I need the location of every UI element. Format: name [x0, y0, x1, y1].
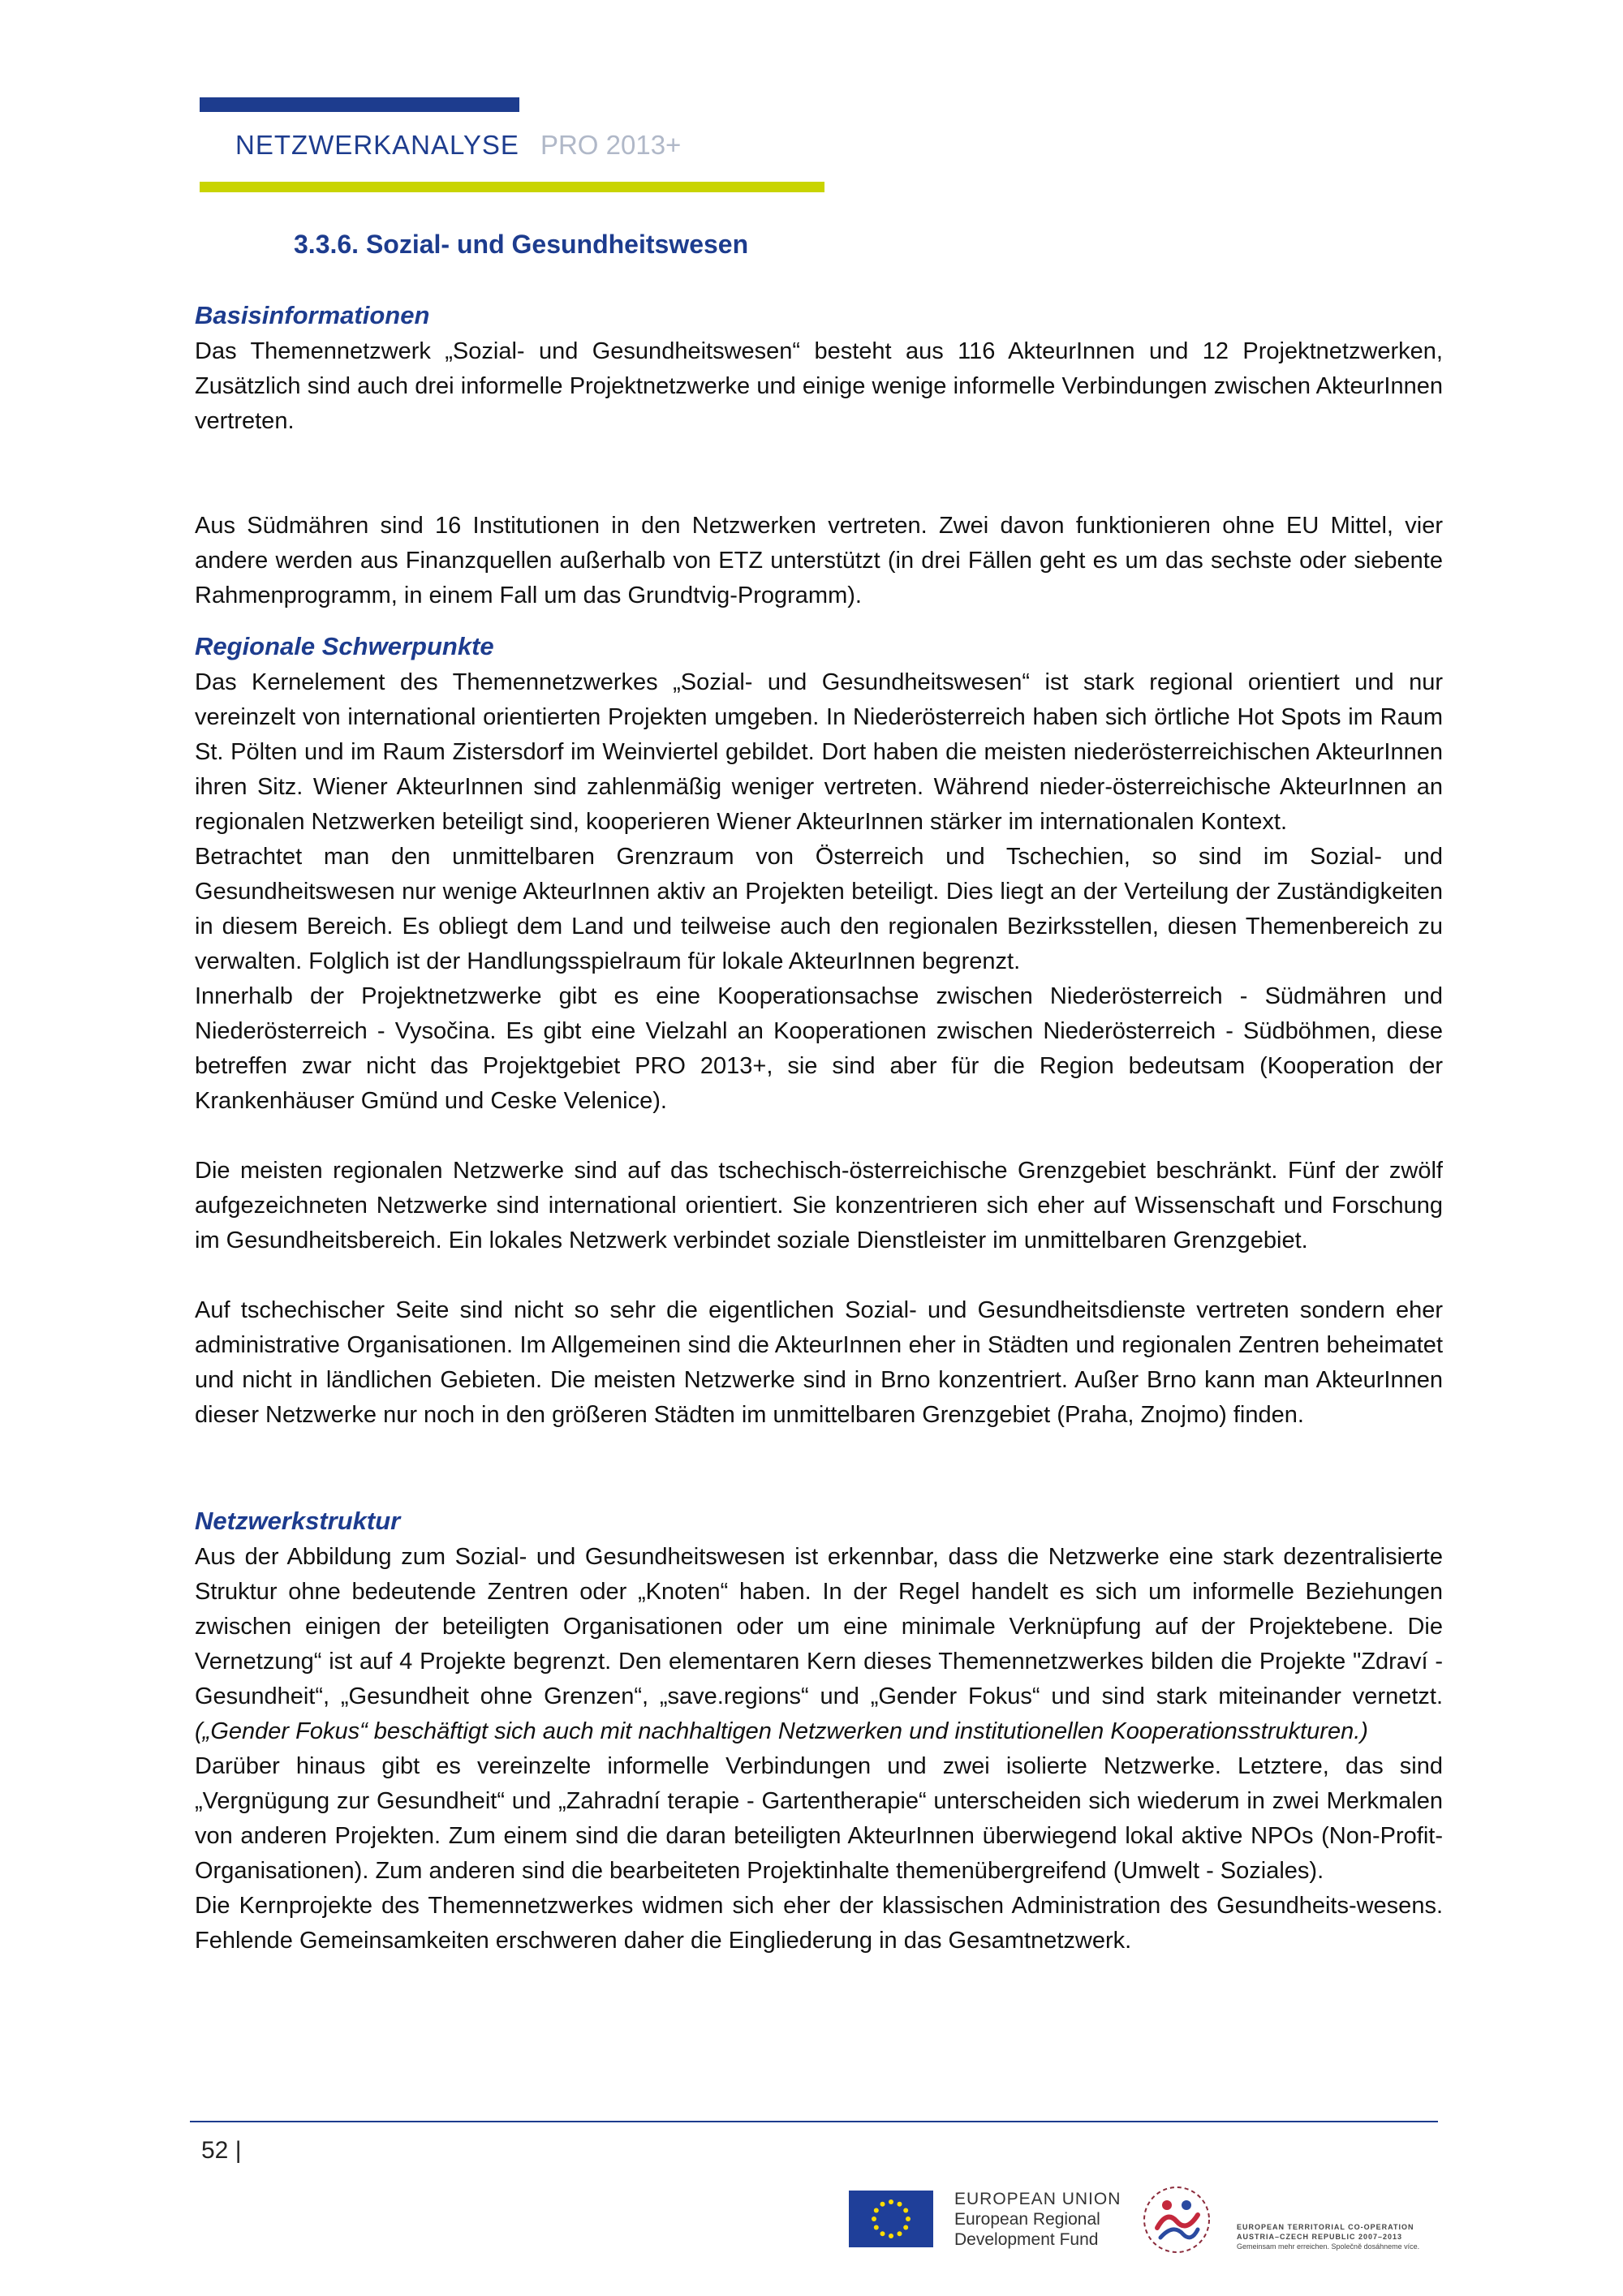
paragraph: Aus Südmähren sind 16 Institutionen in den Netzwerken vertreten. Zwei davon funktionieren ohne EU Mittel, vier andere werden aus Finanzquellen außerhalb von ETZ unterstützt (in drei Fällen geht es um das sechste oder siebente Rahmenprogramm, in einem Fall um das Grundtvig-Programm). [195, 513, 1443, 608]
subheading-basisinformationen: Basisinformationen [195, 301, 430, 329]
paragraph: Betrachtet man den unmittelbaren Grenzraum von Österreich und Tschechien, so sind im Sozial- und Gesundheitswesen nur wenige AkteurInnen aktiv an Projekten beteiligt. Dies liegt an der Verteilung der Zuständigkeiten in diesem Bereich. Es obliegt dem Land und teilweise auch den regionalen Bezirksstellen, diesen Themenbereich zu verwalten. Folglich ist der Handlungsspielraum für lokale AkteurInnen begrenzt. [195, 844, 1443, 974]
header-title-main: NETZWERKANALYSE [235, 130, 519, 160]
eu-logo-text [954, 2189, 1121, 2250]
eu-text-line: EUROPEAN UNION [954, 2190, 1121, 2208]
paragraph: Auf tschechischer Seite sind nicht so sehr die eigentlichen Sozial- und Gesundheitsdienste vertreten sondern eher administrative Organisationen. Im Allgemeinen sind die AkteurInnen eher in Städten und regionalen Zentren beheimatet und nicht in ländlichen Gebieten. Die meisten Netzwerke sind in Brno konzentriert. Außer Brno kann man AkteurInnen dieser Netzwerke nur noch in den größeren Städten im unmittelbaren Grenzgebiet (Praha, Znojmo) finden. [195, 1297, 1443, 1428]
coop-text-line: Gemeinsam mehr erreichen. Společně dosáhneme více. [1237, 2242, 1420, 2251]
header-title [235, 130, 681, 161]
section-title: 3.3.6. Sozial- und Gesundheitswesen [294, 230, 749, 259]
header-green-bar [200, 182, 824, 192]
header-title-sub: PRO 2013+ [540, 130, 682, 160]
paragraph: Das Themennetzwerk „Sozial- und Gesundheitswesen“ besteht aus 116 AkteurInnen und 12 Projektnetzwerken, Zusätzlich sind auch drei informelle Projektnetzwerke und einige wenige informelle Verbindungen zwischen AkteurInnen vertreten. [195, 338, 1443, 434]
eu-text-line: European Regional [954, 2210, 1100, 2229]
eu-text-line: Development Fund [954, 2230, 1099, 2249]
paragraph: Das Kernelement des Themennetzwerkes „Sozial- und Gesundheitswesen“ ist stark regional orientiert und nur vereinzelt von international orientierten Projekten umgeben. In Niederösterreich haben sich örtliche Hot Spots im Raum St. Pölten und im Raum Zistersdorf im Weinviertel gebildet. Dort haben die meisten niederösterreichischen AkteurInnen ihren Sitz. Wiener AkteurInnen sind zahlenmäßig weniger vertreten. Während nieder-österreichische AkteurInnen an regionalen Netzwerken beteiligt sind, kooperieren Wiener AkteurInnen stärker im internationalen Kontext. [195, 669, 1443, 835]
paragraph: Innerhalb der Projektnetzwerke gibt es eine Kooperationsachse zwischen Niederösterreich - Südmähren und Niederösterreich - Vysočina. Es gibt eine Vielzahl an Kooperationen zwischen Niederösterreich - Südböhmen, diese betreffen zwar nicht das Projektgebiet PRO 2013+, sie sind aber für die Region bedeutsam (Kooperation der Krankenhäuser Gmünd und Ceske Velenice). [195, 983, 1443, 1114]
header-blue-bar [200, 97, 519, 112]
paragraph [195, 1540, 1443, 1749]
cooperation-logo-icon [1128, 2179, 1225, 2260]
subheading-regionale-schwerpunkte: Regionale Schwerpunkte [195, 632, 494, 660]
paragraph: Darüber hinaus gibt es vereinzelte informelle Verbindungen und zwei isolierte Netzwerke. Letztere, das sind „Vergnügung zur Gesundheit“ und „Zahradní terapie - Gartentherapie“ unterscheiden sich wiederum in zwei Merkmalen von anderen Projekten. Zum einem sind die daran beteiligten AkteurInnen überwiegend lokal aktive NPOs (Non-Profit-Organisationen). Zum anderen sind die bearbeiteten Projektinhalte themenübergreifend (Umwelt - Soziales). [195, 1753, 1443, 1884]
subheading-netzwerkstruktur: Netzwerkstruktur [195, 1507, 401, 1535]
paragraph-text: Aus der Abbildung zum Sozial- und Gesundheitswesen ist erkennbar, dass die Netzwerke eine stark dezentralisierte Struktur ohne bedeutende Zentren oder „Knoten“ haben. In der Regel handelt es sich um informelle Beziehungen zwischen einigen der beteiligten Organisationen oder um eine minimale Verknüpfung auf der Projektebene. Die Vernetzung“ ist auf 4 Projekte begrenzt. Den elementaren Kern dieses Themennetzwerkes bilden die Projekte "Zdraví - Gesundheit“, „Gesundheit ohne Grenzen“, „save.regions“ und „Gender Fokus“ und sind stark miteinander vernetzt. [195, 1544, 1443, 1709]
cooperation-logo-text [1237, 2222, 1419, 2251]
paragraph: Die Kernprojekte des Themennetzwerkes widmen sich eher der klassischen Administration des Gesundheits-wesens. Fehlende Gemeinsamkeiten erschweren daher die Eingliederung in das Gesamtnetzwerk. [195, 1893, 1443, 1954]
page-number: 52 | [201, 2137, 242, 2164]
coop-text-line: EUROPEAN TERRITORIAL CO-OPERATION [1237, 2223, 1414, 2231]
paragraph: Die meisten regionalen Netzwerke sind auf das tschechisch-österreichische Grenzgebiet beschränkt. Fünf der zwölf aufgezeichneten Netzwerke sind international orientiert. Sie konzentrieren sich eher auf Wissenschaft und Forschung im Gesundheitsbereich. Ein lokales Netzwerk verbindet soziale Dienstleister im unmittelbaren Grenzgebiet. [195, 1158, 1443, 1253]
document-body [195, 226, 1443, 1958]
paragraph-italic-note: („Gender Fokus“ beschäftigt sich auch mit nachhaltigen Netzwerken und institutionellen Kooperationsstrukturen.) [195, 1718, 1368, 1744]
coop-text-line: AUSTRIA–CZECH REPUBLIC 2007–2013 [1237, 2233, 1403, 2241]
eu-flag-icon [849, 2191, 933, 2247]
footer-rule [190, 2121, 1438, 2122]
